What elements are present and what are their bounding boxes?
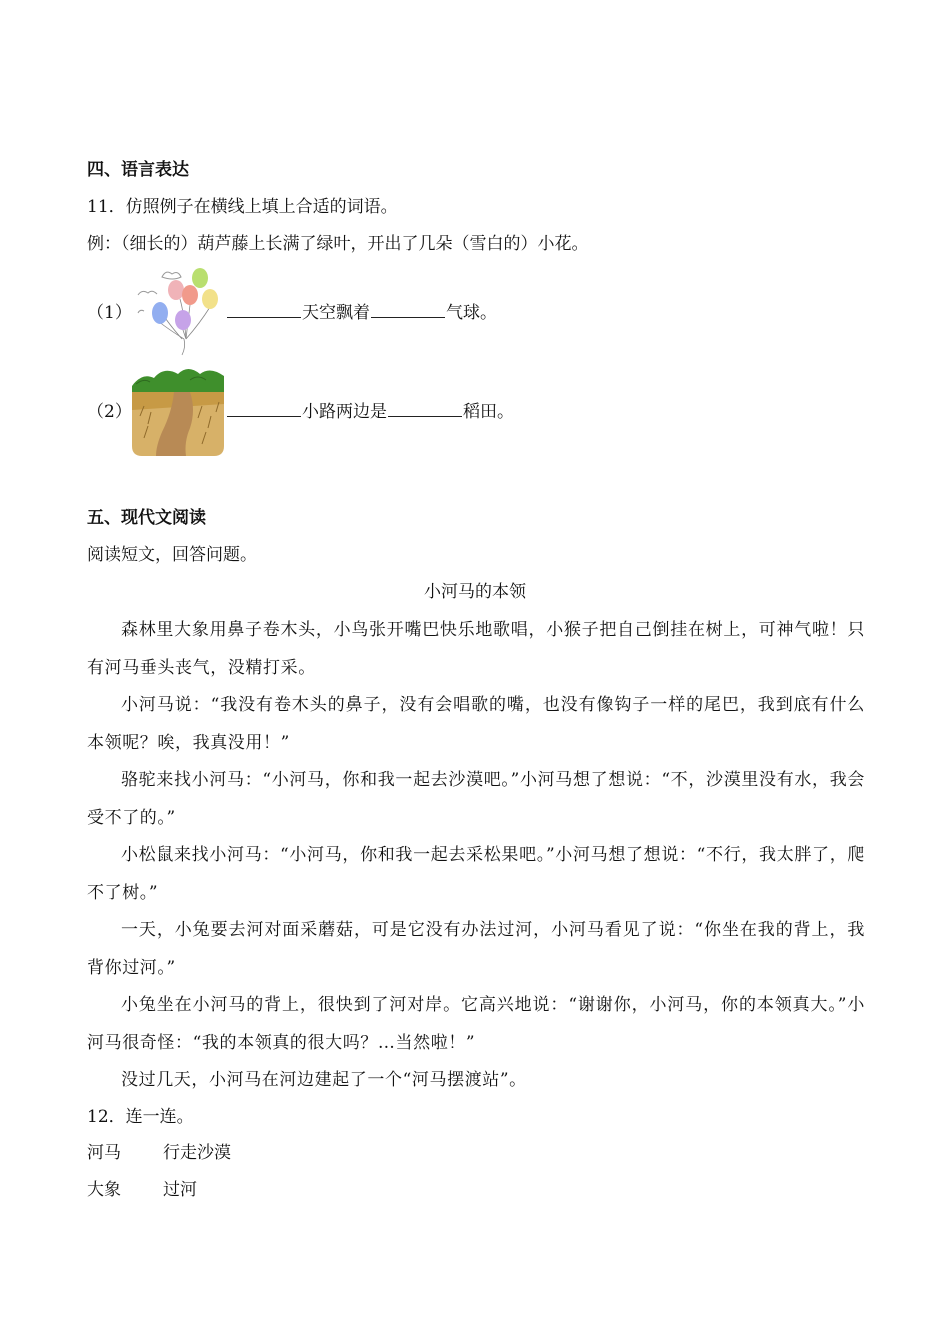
story-paragraph-7: 没过几天，小河马在河边建起了一个“河马摆渡站”。: [121, 1070, 527, 1090]
fill-blank-1a[interactable]: [227, 303, 301, 318]
q11-item-2-mid: 小路两边是: [302, 402, 387, 422]
q11-item-1-end: 气球。: [446, 303, 497, 323]
match-left-item-2[interactable]: 大象: [87, 1180, 121, 1200]
q11-item-1-number: （1）: [87, 303, 132, 323]
rice-field-path-picture: [132, 364, 224, 456]
q11-prompt: 11．仿照例子在横线上填上合适的词语。: [87, 197, 398, 217]
fill-blank-2a[interactable]: [227, 402, 301, 417]
q11-item-1-sentence: [226, 303, 497, 323]
story-title: 小河马的本领: [424, 582, 526, 602]
q12-prompt: 12．连一连。: [87, 1107, 194, 1127]
q11-item-2-number: （2）: [87, 402, 132, 422]
section5-heading: 五、现代文阅读: [87, 508, 206, 528]
balloons-picture: [132, 265, 224, 357]
q11-example: 例：（细长的）葫芦藤上长满了绿叶，开出了几朵（雪白的）小花。: [87, 234, 589, 254]
q11-item-1-mid: 天空飘着: [302, 303, 370, 323]
story-paragraph-4: 小松鼠来找小河马：“小河马，你和我一起去采松果吧。”小河马想了想说：“不行，我太胖了，爬不了树。”: [87, 845, 865, 903]
story-paragraph-2: 小河马说：“我没有卷木头的鼻子，没有会唱歌的嘴，也没有像钩子一样的尾巴，我到底有什么本领呢？唉，我真没用！”: [87, 695, 865, 753]
match-left-item-1[interactable]: 河马: [87, 1143, 121, 1163]
story-paragraph-3: 骆驼来找小河马：“小河马，你和我一起去沙漠吧。”小河马想了想说：“不，沙漠里没有水，我会受不了的。”: [87, 770, 865, 828]
section4-heading: 四、语言表达: [87, 160, 189, 180]
match-right-item-2[interactable]: 过河: [163, 1180, 197, 1200]
q11-item-2-end: 稻田。: [463, 402, 514, 422]
story-paragraph-1: 森林里大象用鼻子卷木头，小鸟张开嘴巴快乐地歌唱，小猴子把自己倒挂在树上，可神气啦！只有河马垂头丧气，没精打采。: [87, 620, 865, 678]
story-paragraph-6: 小兔坐在小河马的背上，很快到了河对岸。它高兴地说：“谢谢你，小河马，你的本领真大。”小河马很奇怪：“我的本领真的很大吗？…当然啦！”: [87, 995, 865, 1053]
q11-item-2-sentence: [226, 402, 514, 422]
match-right-item-1[interactable]: 行走沙漠: [163, 1143, 231, 1163]
fill-blank-2b[interactable]: [388, 402, 462, 417]
story-paragraph-5: 一天，小兔要去河对面采蘑菇，可是它没有办法过河，小河马看见了说：“你坐在我的背上，我背你过河。”: [87, 920, 865, 978]
fill-blank-1b[interactable]: [371, 303, 445, 318]
reading-intro: 阅读短文，回答问题。: [87, 545, 257, 565]
